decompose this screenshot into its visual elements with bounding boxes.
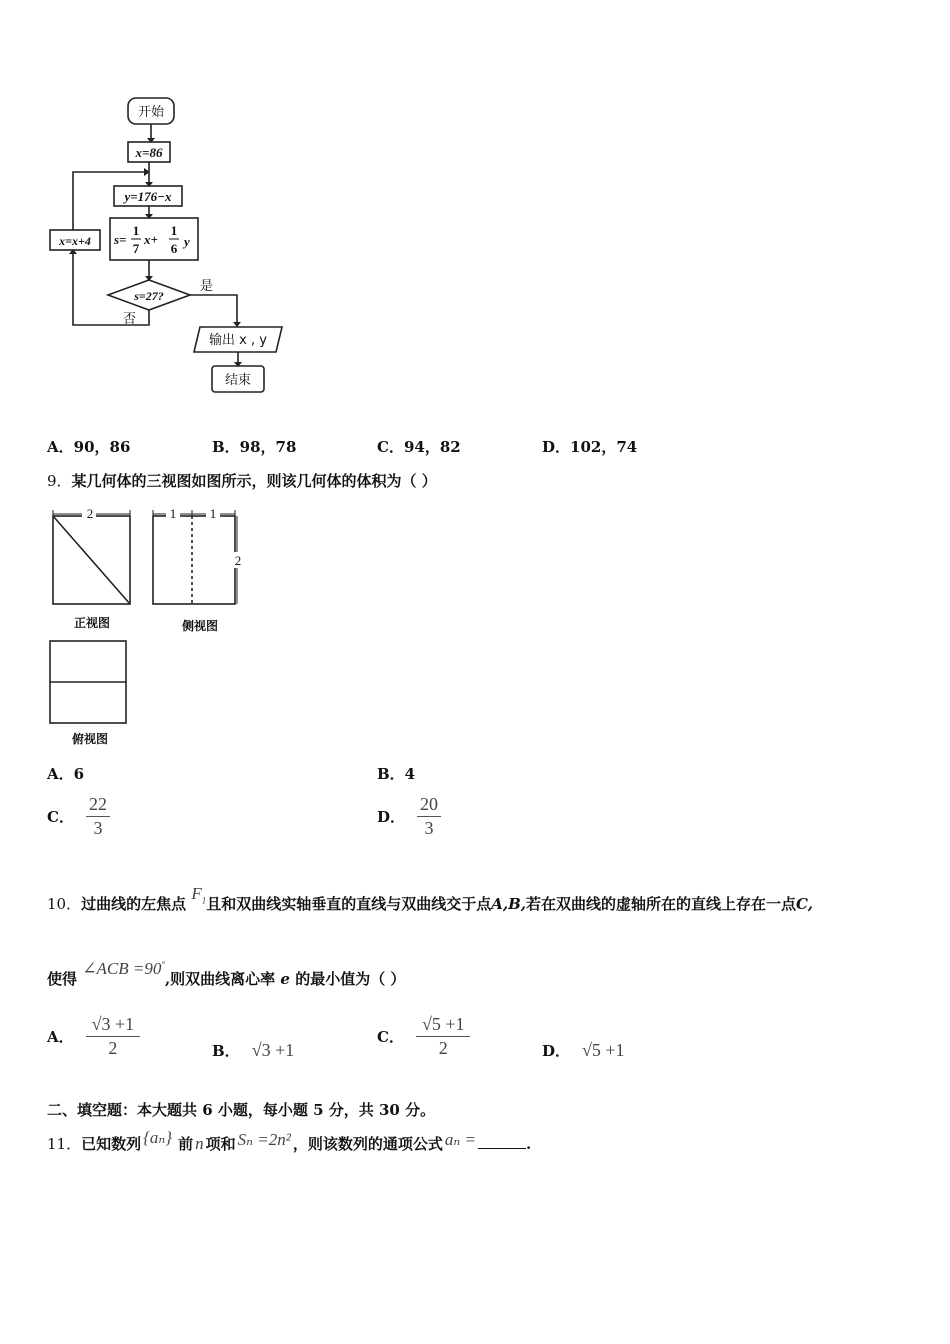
q10-option-b-label: B． bbox=[212, 1042, 240, 1060]
flow-s-f1-num: 1 bbox=[132, 223, 140, 238]
q10-option-c-denominator: 2 bbox=[438, 1038, 448, 1058]
q11-n-symbol: n bbox=[195, 1134, 204, 1153]
side-dim-right-label: 1 bbox=[209, 506, 217, 521]
q9-option-d bbox=[377, 794, 441, 839]
q10-line-1 bbox=[47, 884, 813, 915]
q9-option-b: B．4 bbox=[377, 765, 416, 783]
flow-s-f2-num: 1 bbox=[170, 223, 178, 238]
q10-option-a-fraction bbox=[86, 1014, 141, 1059]
q11-text-a: 已知数列 bbox=[81, 1135, 142, 1153]
q10-option-c-fraction bbox=[416, 1014, 471, 1059]
q10-points-ab: A,B, bbox=[491, 895, 527, 913]
q9-option-a: A．6 bbox=[47, 765, 85, 783]
q9-option-d-label: D． bbox=[377, 808, 406, 826]
q11-text-b: 前 bbox=[178, 1135, 194, 1153]
section-2-heading: 二、填空题：本大题共 6 小题，每小题 5 分，共 30 分。 bbox=[47, 1101, 436, 1119]
flow-loop-text: x=x+4 bbox=[59, 234, 91, 248]
q10-point-c: C, bbox=[796, 895, 813, 913]
q10-line-2 bbox=[47, 959, 406, 989]
flow-init-text: x=86 bbox=[135, 145, 163, 160]
q10-number: 10． bbox=[47, 895, 82, 913]
side-view-rect bbox=[153, 516, 235, 604]
side-dim-left-label: 1 bbox=[169, 506, 177, 521]
q9-number: 9． bbox=[47, 472, 72, 490]
q10-angle-expression: ∠ACB =90° bbox=[82, 959, 165, 978]
q8-option-c: C．94，82 bbox=[377, 438, 461, 456]
q8-option-b: B．98，78 bbox=[212, 438, 297, 456]
q10-text-2b: ,则双曲线离心率 bbox=[164, 970, 276, 988]
side-view-label: 侧视图 bbox=[181, 619, 219, 633]
flow-y-text: y=176−x bbox=[124, 189, 172, 204]
q9-option-c-numerator: 22 bbox=[86, 794, 110, 817]
q8-option-a: A．90，86 bbox=[47, 438, 131, 456]
top-view-label: 俯视图 bbox=[71, 732, 109, 746]
q10-focus-symbol: $F_1$ bbox=[191, 884, 207, 906]
flow-output-text: 输出 x , y bbox=[209, 333, 267, 348]
q10-text-1c: 若在双曲线的虚轴所在的直线上存在一点 bbox=[526, 895, 797, 913]
q10-text-2a: 使得 bbox=[47, 970, 78, 988]
q10-option-a-numerator: √3 +1 bbox=[86, 1014, 141, 1037]
q10-option-b-value: √3 +1 bbox=[251, 1040, 295, 1060]
flow-no-text: 否 bbox=[123, 312, 137, 327]
q11-number: 11． bbox=[47, 1135, 82, 1153]
q11-text-c: 项和 bbox=[205, 1135, 236, 1153]
q10-option-a bbox=[47, 1014, 140, 1059]
flowchart bbox=[40, 90, 300, 400]
front-view-label: 正视图 bbox=[73, 616, 111, 630]
side-dim-height-label: 2 bbox=[234, 553, 242, 568]
flow-end-text: 结束 bbox=[224, 373, 252, 388]
q9-option-c-denominator: 3 bbox=[93, 818, 103, 838]
q8-option-d: D．102，74 bbox=[542, 438, 638, 456]
flow-s-mid: x+ bbox=[144, 232, 158, 247]
flow-decision-text: s=27? bbox=[134, 289, 164, 303]
q10-text-1a: 过曲线的左焦点 bbox=[81, 895, 187, 913]
q10-option-c bbox=[377, 1014, 470, 1059]
flow-s-f1-den: 7 bbox=[132, 241, 140, 256]
q11-answer-blank[interactable] bbox=[478, 1134, 526, 1149]
q9-question bbox=[47, 470, 437, 491]
q9-option-c-fraction bbox=[86, 794, 110, 839]
q10-option-d bbox=[542, 1040, 625, 1061]
q10-text-1b: 且和双曲线实轴垂直的直线与双曲线交于点 bbox=[206, 895, 492, 913]
front-dim-label: 2 bbox=[86, 506, 94, 521]
q11-end: . bbox=[526, 1135, 532, 1153]
q9-option-d-numerator: 20 bbox=[417, 794, 441, 817]
three-views-figure bbox=[40, 500, 260, 750]
q11-text-d: ，则该数列的通项公式 bbox=[292, 1135, 443, 1153]
flow-s-f2-den: 6 bbox=[170, 241, 178, 256]
q10-option-d-value: √5 +1 bbox=[582, 1040, 625, 1060]
q10-option-b bbox=[212, 1040, 294, 1061]
q9-text: 某几何体的三视图如图所示，则该几何体的体积为（ ） bbox=[71, 472, 437, 490]
q11-an-symbol: aₙ = bbox=[444, 1130, 476, 1149]
q9-option-c bbox=[47, 794, 110, 839]
q10-option-d-label: D． bbox=[542, 1042, 571, 1060]
q11-sequence-symbol: {aₙ} bbox=[143, 1128, 173, 1147]
q9-option-c-label: C． bbox=[47, 808, 74, 826]
q10-option-a-label: A． bbox=[47, 1028, 74, 1046]
q10-option-c-numerator: √5 +1 bbox=[416, 1014, 471, 1037]
q10-option-a-denominator: 2 bbox=[108, 1038, 118, 1058]
q10-text-2c: 的最小值为（ ） bbox=[295, 970, 406, 988]
q11-question bbox=[47, 1128, 532, 1154]
flow-s-prefix: s= bbox=[114, 232, 127, 247]
q10-option-c-label: C． bbox=[377, 1028, 404, 1046]
q9-option-d-denominator: 3 bbox=[424, 818, 434, 838]
flow-start-text: 开始 bbox=[137, 105, 165, 120]
flow-s-suffix: y bbox=[184, 234, 190, 249]
flow-yes-text: 是 bbox=[200, 279, 214, 294]
q11-sum-formula: Sₙ =2n² bbox=[237, 1130, 291, 1149]
q10-eccentricity-symbol: e bbox=[280, 970, 290, 988]
q9-option-d-fraction bbox=[417, 794, 441, 839]
